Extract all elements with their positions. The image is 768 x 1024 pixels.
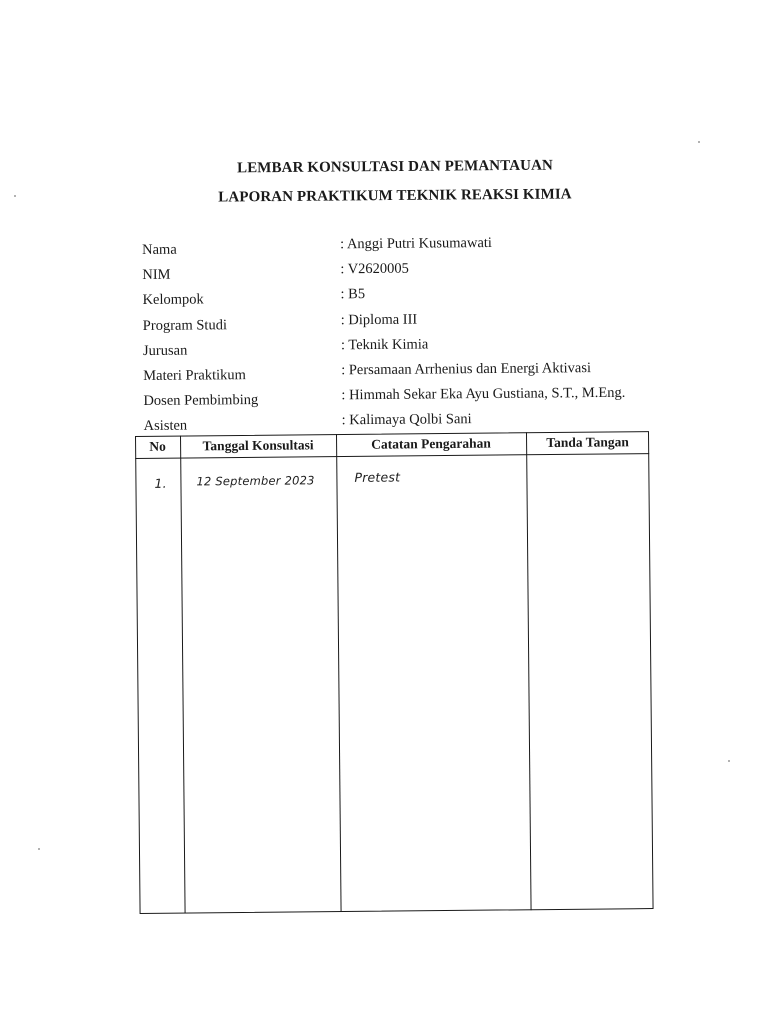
info-value: : Teknik Kimia — [340, 336, 429, 354]
info-value: : B5 — [340, 286, 366, 303]
info-label: Nama — [142, 241, 177, 258]
info-value: : Persamaan Arrhenius dan Energi Aktivasi — [341, 360, 592, 379]
document-title-line-2: LAPORAN PRAKTIKUM TEKNIK REAKSI KIMIA — [218, 186, 572, 206]
info-value: : Kalimaya Qolbi Sani — [341, 411, 472, 429]
info-label: Kelompok — [142, 291, 204, 309]
info-label: Asisten — [143, 417, 188, 435]
info-value: : Himmah Sekar Eka Ayu Gustiana, S.T., M.Eng. — [341, 384, 626, 404]
scan-speck — [14, 195, 16, 197]
document-title-line-1: LEMBAR KONSULTASI DAN PEMANTAUAN — [236, 157, 553, 177]
info-label: Jurusan — [142, 342, 188, 359]
info-label: Program Studi — [142, 316, 228, 334]
consultation-note: Pretest — [354, 469, 401, 485]
column-header-tanda-tangan: Tanda Tangan — [546, 434, 629, 451]
column-header-catatan-pengarahan: Catatan Pengarahan — [371, 435, 491, 452]
consultation-table — [135, 431, 654, 914]
scan-speck — [38, 848, 40, 850]
table-border — [135, 431, 654, 914]
student-info-block — [142, 233, 664, 439]
info-label: NIM — [142, 266, 171, 284]
scan-speck — [698, 141, 700, 143]
column-header-tanggal-konsultasi: Tanggal Konsultasi — [202, 437, 314, 454]
column-header-no: No — [149, 438, 166, 454]
info-label: Materi Praktikum — [143, 367, 246, 384]
consultation-date: 12 September 2023 — [196, 473, 315, 489]
info-label: Dosen Pembimbing — [143, 392, 259, 410]
scan-speck — [728, 760, 730, 762]
info-value: : Diploma III — [340, 311, 418, 328]
info-value: : V2620005 — [340, 260, 409, 278]
info-value: : Anggi Putri Kusumawati — [339, 234, 492, 253]
row-number: 1. — [154, 475, 167, 491]
